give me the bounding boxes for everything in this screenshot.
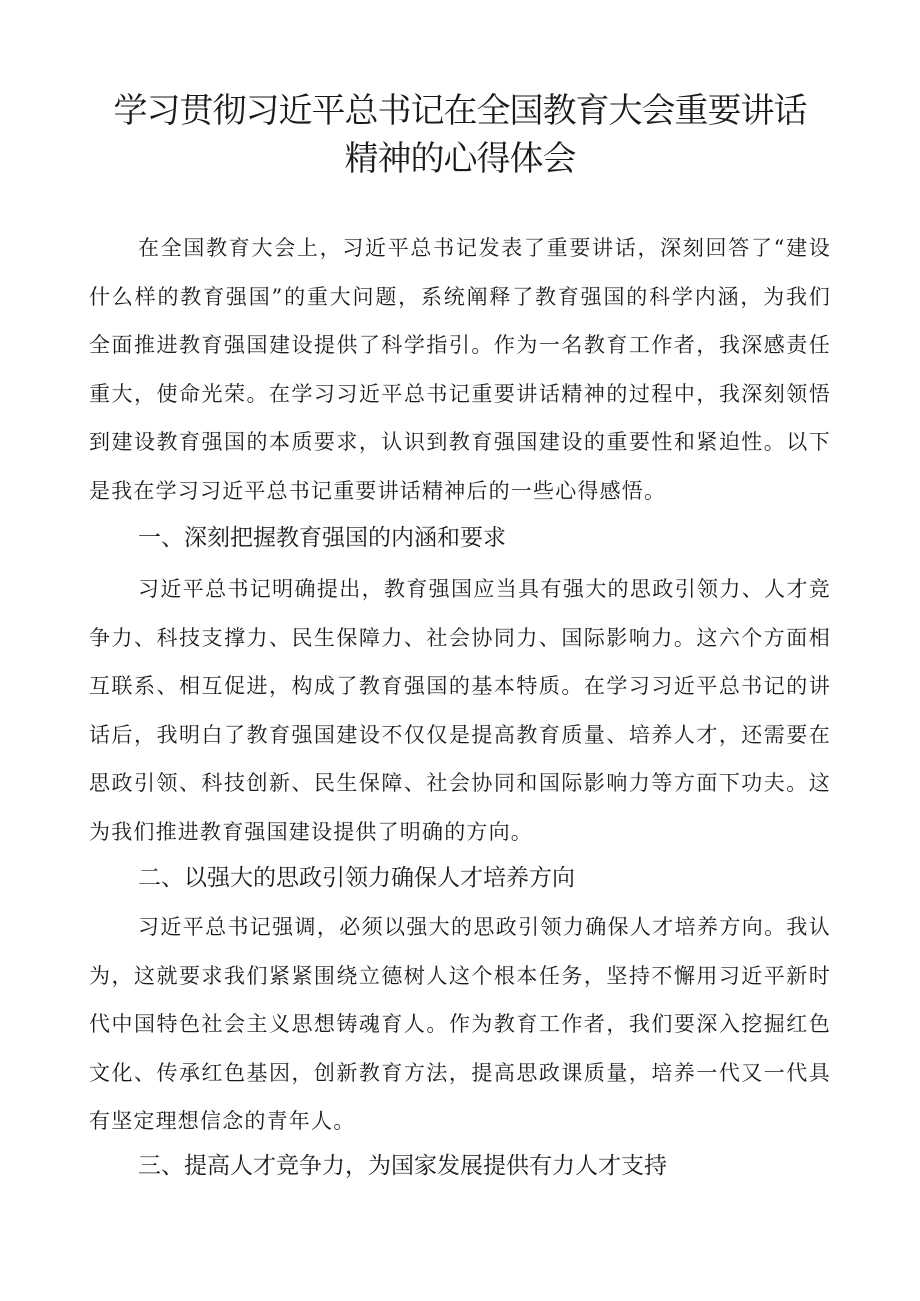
- intro-paragraph: 在全国教育大会上，习近平总书记发表了重要讲话，深刻回答了“建设什么样的教育强国”的重大问题，系统阐释了教育强国的科学内涵，为我们全面推进教育强国建设提供了科学指引。作为一名教育工作者，我深感责任重大，使命光荣。在学习习近平总书记重要讲话精神的过程中，我深刻领悟到建设教育强国的本质要求，认识到教育强国建设的重要性和紧迫性。以下是我在学习习近平总书记重要讲话精神后的一些心得感悟。: [89, 236, 831, 503]
- section-heading-1: 一、深刻把握教育强国的内涵和要求: [138, 525, 506, 551]
- section-heading-3: 三、提高人才竞争力，为国家发展提供有力人才支持: [138, 1153, 667, 1179]
- section-body-2: 习近平总书记强调，必须以强大的思政引领力确保人才培养方向。我认为，这就要求我们紧紧围绕立德树人这个根本任务，坚持不懈用习近平新时代中国特色社会主义思想铸魂育人。作为教育工作者，我们要深入挖掘红色文化、传承红色基因，创新教育方法，提高思政课质量，培养一代又一代具有坚定理想信念的青年人。: [89, 915, 831, 1134]
- section-body-1: 习近平总书记明确提出，教育强国应当具有强大的思政引领力、人才竞争力、科技支撑力、民生保障力、社会协同力、国际影响力。这六个方面相互联系、相互促进，构成了教育强国的基本特质。在学习习近平总书记的讲话后，我明白了教育强国建设不仅仅是提高教育质量、培养人才，还需要在思政引领、科技创新、民生保障、社会协同和国际影响力等方面下功夫。这为我们推进教育强国建设提供了明确的方向。: [89, 577, 831, 844]
- section-heading-2: 二、以强大的思政引领力确保人才培养方向: [138, 865, 575, 891]
- document-title-line-1: 学习贯彻习近平总书记在全国教育大会重要讲话: [113, 91, 807, 131]
- document-title-line-2: 精神的心得体会: [344, 139, 576, 179]
